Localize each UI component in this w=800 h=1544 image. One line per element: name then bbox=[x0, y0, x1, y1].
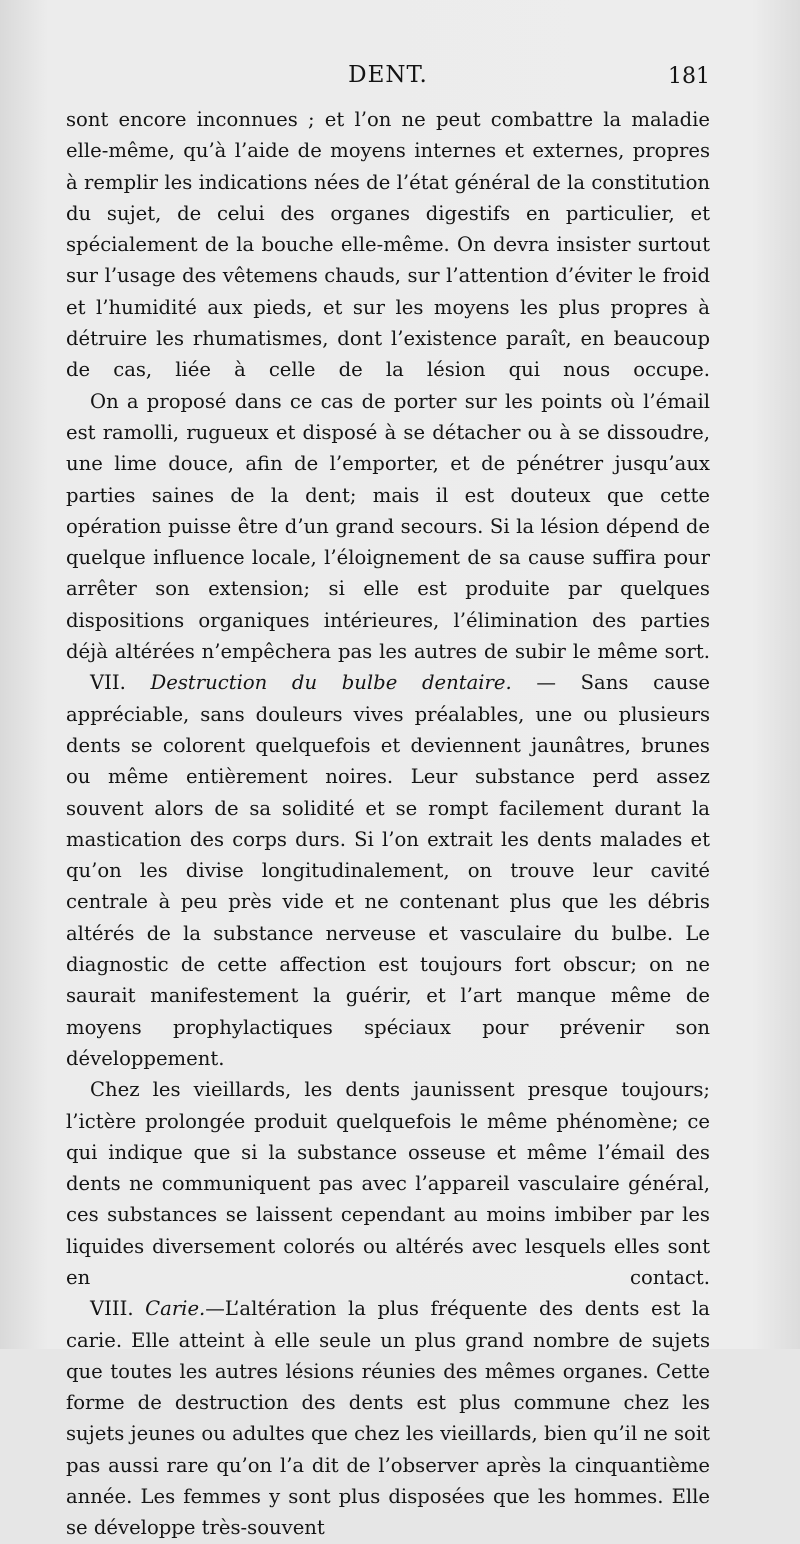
running-head-title: DENT. bbox=[348, 62, 428, 88]
page-number: 181 bbox=[668, 64, 710, 89]
running-head bbox=[66, 62, 710, 96]
paragraph-text: Chez les vieillards, les dents jaunissent presque toujours; l’ictère prolongée produit quelquefois le même phénomène; ce qui indique que si la substance osseuse et même l’émail des dents ne communiquent pas avec l’appareil vasculaire général, ces substances se laissent cependant au moins imbiber par les liquides diversement colorés ou altérés avec lesquels elles sont en contact. bbox=[66, 1078, 710, 1289]
paragraph-continued bbox=[66, 104, 710, 386]
section-vii bbox=[66, 667, 710, 1074]
section-number: VII. bbox=[90, 671, 126, 695]
body-text bbox=[66, 104, 710, 1544]
paragraph-text: — Sans cause appréciable, sans douleurs vives préalables, une ou plusieurs dents se colorent quelquefois et deviennent jaunâtres, brunes ou même entièrement noires. Leur substance perd assez souvent alors de sa solidité et se rompt facilement durant la mastication des corps durs. Si l’on extrait les dents malades et qu’on les divise longitudinalement, on trouve leur cavité centrale à peu près vide et ne contenant plus que les débris altérés de la substance nerveuse et vasculaire du bulbe. Le diagnostic de cette affection est toujours fort obscur; on ne saurait manifestement la guérir, et l’art manque même de moyens prophylactiques spéciaux pour prévenir son développement. bbox=[66, 671, 710, 1070]
section-title: Destruction du bulbe dentaire. bbox=[150, 671, 512, 695]
paragraph-text: On a proposé dans ce cas de porter sur les points où l’émail est ramolli, rugueux et disposé à se détacher ou à se dissoudre, une lime douce, afin de l’emporter, et de pénétrer jusqu’aux parties saines de la dent; mais il est douteux que cette opération puisse être d’un grand secours. Si la lésion dépend de quelque influence locale, l’éloignement de sa cause suffira pour arrêter son extension; si elle est produite par quelques dispositions organiques intérieures, l’élimination des parties déjà altérées n’empêchera pas les autres de subir le même sort. bbox=[66, 389, 710, 664]
section-viii bbox=[66, 1293, 710, 1543]
paragraph-text: —L’altération la plus fréquente des dents est la carie. Elle atteint à elle seule un plus grand nombre de sujets que toutes les autres lésions réunies des mêmes organes. Cette forme de destruction des dents est plus commune chez les sujets jeunes ou adultes que chez les vieillards, bien qu’il ne soit pas aussi rare qu’on l’a dit de l’observer après la cinquantième année. Les femmes y sont plus disposées que les hommes. Elle se développe très-souvent bbox=[66, 1297, 710, 1540]
section-title: Carie. bbox=[145, 1297, 206, 1321]
paragraph-elderly bbox=[66, 1074, 710, 1293]
paragraph-treatment bbox=[66, 386, 710, 668]
paragraph-text: sont encore inconnues ; et l’on ne peut combattre la maladie elle-même, qu’à l’aide de moyens internes et externes, propres à remplir les indications nées de l’état général de la constitution du sujet, de celui des organes digestifs en particulier, et spécialement de la bouche elle-même. On devra insister surtout sur l’usage des vêtemens chauds, sur l’attention d’éviter le froid et l’humidité aux pieds, et sur les moyens les plus propres à détruire les rhumatismes, dont l’existence paraît, en beaucoup de cas, liée à celle de la lésion qui nous occupe. bbox=[66, 108, 710, 382]
section-number: VIII. bbox=[90, 1297, 134, 1321]
